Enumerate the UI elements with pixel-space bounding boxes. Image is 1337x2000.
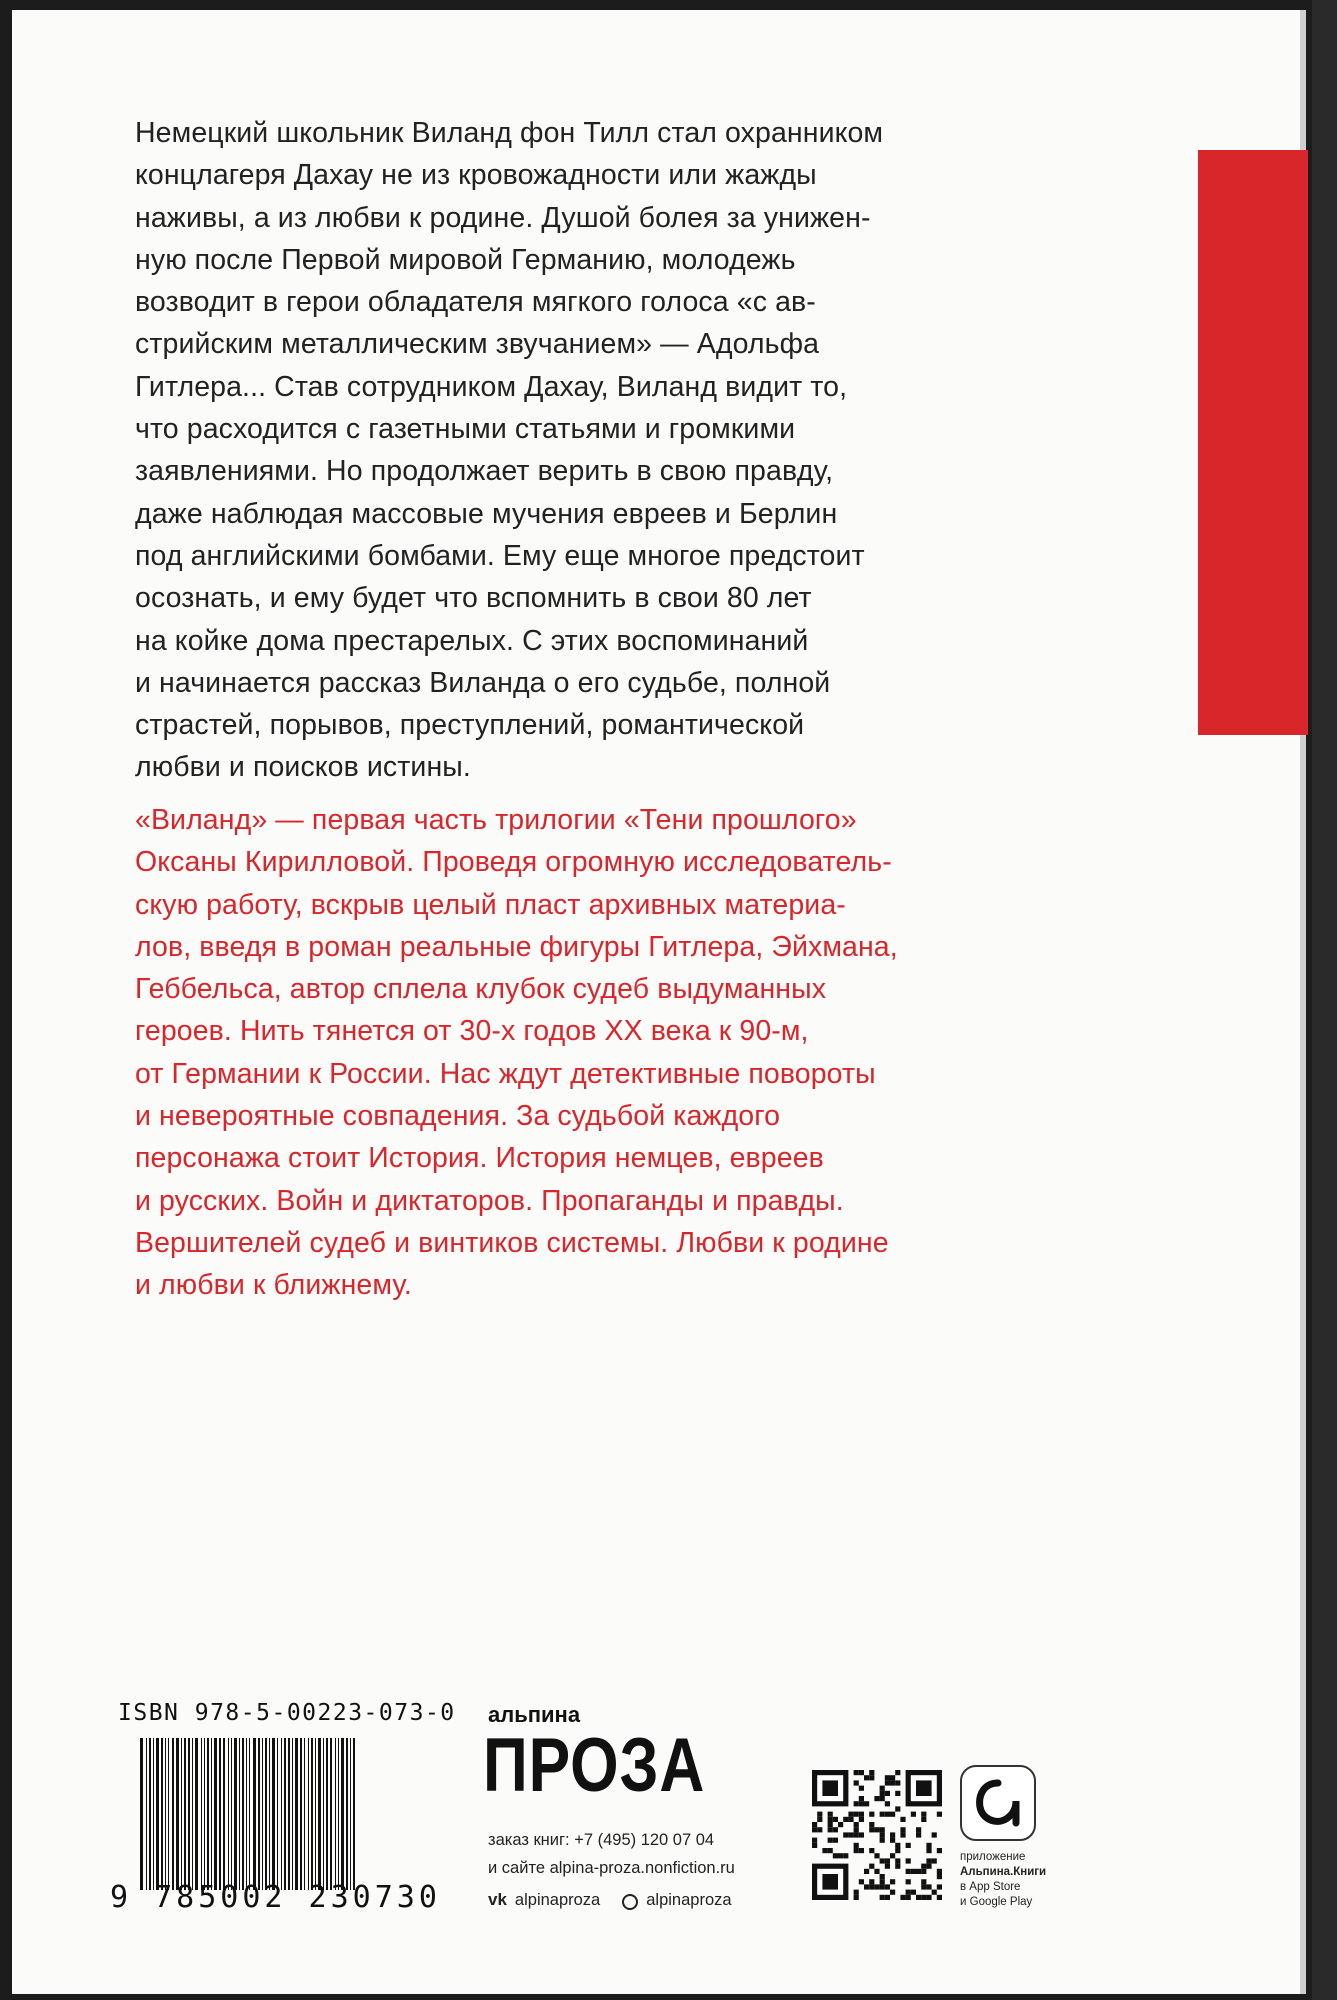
barcode-bar xyxy=(277,1738,278,1890)
app-line: в App Store xyxy=(960,1881,1021,1893)
text-line: Гитлера... Став сотрудником Дахау, Виланд видит то, xyxy=(135,370,848,403)
telegram-icon xyxy=(622,1894,638,1910)
text-line: возводит в герои обладателя мягкого голоса «с ав- xyxy=(135,286,816,319)
publisher-logo: ПРОЗА xyxy=(483,1723,706,1808)
barcode-bar xyxy=(315,1738,316,1890)
social-links xyxy=(488,1890,732,1910)
barcode-bar xyxy=(258,1738,260,1890)
text-line: Вершителей судеб и винтиков системы. Любви к родине xyxy=(135,1226,889,1259)
order-info xyxy=(488,1826,735,1882)
barcode-bar xyxy=(192,1738,193,1890)
text-line: и русских. Войн и диктаторов. Пропаганды и правды. xyxy=(135,1184,844,1217)
text-line: под английскими бомбами. Ему еще многое предстоит xyxy=(135,539,865,572)
barcode-bar xyxy=(311,1738,313,1890)
barcode-bar xyxy=(168,1738,169,1890)
barcode-bar xyxy=(292,1738,293,1890)
barcode-bar xyxy=(204,1738,205,1890)
description-black xyxy=(135,112,955,789)
barcode-bar xyxy=(300,1738,302,1890)
text-line: осознать, и ему будет что вспомнить в свои 80 лет xyxy=(135,582,812,615)
barcode-bar xyxy=(335,1738,336,1890)
barcode-bar xyxy=(214,1738,217,1890)
vk-handle: alpinaproza xyxy=(514,1890,601,1909)
barcode-bar xyxy=(281,1738,282,1890)
text-line: даже наблюдая массовые мучения евреев и Берлин xyxy=(135,497,838,530)
barcode-bar xyxy=(341,1738,344,1890)
barcode-bar xyxy=(234,1738,237,1890)
text-line: скую работу, вскрыв целый пласт архивных материа- xyxy=(135,888,846,921)
barcode-bar xyxy=(269,1738,270,1890)
barcode-bar xyxy=(346,1738,348,1890)
text-line: Оксаны Кирилловой. Проведя огромную исследователь- xyxy=(135,846,892,879)
book-edge xyxy=(1312,0,1337,2000)
publisher-name-small: альпина xyxy=(488,1702,581,1727)
text-line: Геббельса, автор сплела клубок судеб выдуманных xyxy=(135,973,827,1006)
barcode-bar xyxy=(272,1738,275,1890)
barcode-bar xyxy=(330,1738,332,1890)
barcode xyxy=(140,1738,445,1890)
text-line: персонажа стоит История. История немцев, евреев xyxy=(135,1142,824,1175)
barcode-bar xyxy=(228,1738,229,1890)
barcode-bar xyxy=(323,1738,324,1890)
barcode-bar xyxy=(353,1738,355,1890)
barcode-bar xyxy=(156,1738,159,1890)
text-line: Немецкий школьник Виланд фон Тилл стал охранником xyxy=(135,117,884,149)
vk-icon: vk xyxy=(488,1890,507,1909)
barcode-bar xyxy=(338,1738,339,1890)
text-line: лов, введя в роман реальные фигуры Гитлера, Эйхмана, xyxy=(135,930,898,963)
text-line: стрийским металлическим звучанием» — Адольфа xyxy=(135,328,820,361)
text-line: заявлениями. Но продолжает верить в свою правду, xyxy=(135,455,834,488)
text-line: наживы, а из любви к родине. Душой болея за унижен- xyxy=(135,201,871,234)
text-line: ную после Первой мировой Германию, молодежь xyxy=(135,243,796,276)
app-name: Альпина.Книги xyxy=(960,1866,1047,1878)
app-line: приложение xyxy=(960,1851,1026,1863)
barcode-bar xyxy=(262,1738,263,1890)
barcode-bar xyxy=(165,1738,166,1890)
barcode-bar xyxy=(318,1738,321,1890)
order-site: и сайте alpina-proza.nonfiction.ru xyxy=(488,1859,735,1877)
text-line: на койке дома престарелых. С этих воспоминаний xyxy=(135,624,809,657)
barcode-bar xyxy=(242,1738,244,1890)
barcode-bar xyxy=(265,1738,267,1890)
barcode-bar xyxy=(146,1738,147,1890)
barcode-bar xyxy=(284,1738,286,1890)
text-line: «Виланд» — первая часть трилогии «Тени прошлого» xyxy=(135,804,857,836)
barcode-bar xyxy=(207,1738,209,1890)
barcode-number: 9 785002 230730 xyxy=(110,1880,441,1915)
barcode-bar xyxy=(219,1738,221,1890)
barcode-bar xyxy=(176,1738,179,1890)
app-logo-icon xyxy=(960,1765,1036,1841)
text-line: героев. Нить тянется от 30-х годов XX века к 90-м, xyxy=(135,1015,809,1048)
text-line: страстей, порывов, преступлений, романтической xyxy=(135,709,805,742)
barcode-bar xyxy=(172,1738,174,1890)
text-line: и любви к ближнему. xyxy=(135,1269,412,1302)
barcode-bar xyxy=(295,1738,298,1890)
qr-code xyxy=(812,1770,942,1900)
barcode-bar xyxy=(231,1738,232,1890)
barcode-bar xyxy=(350,1738,351,1890)
order-phone: заказ книг: +7 (495) 120 07 04 xyxy=(488,1831,715,1849)
barcode-bar xyxy=(181,1738,182,1890)
barcode-bar xyxy=(239,1738,240,1890)
barcode-bar xyxy=(308,1738,309,1890)
barcode-bar xyxy=(288,1738,290,1890)
barcode-bar xyxy=(195,1738,198,1890)
barcode-bar xyxy=(161,1738,163,1890)
text-line: от Германии к России. Нас ждут детективные повороты xyxy=(135,1057,876,1090)
barcode-bar xyxy=(184,1738,186,1890)
text-line: любви и поисков истины. xyxy=(135,751,471,784)
telegram-handle: alpinaproza xyxy=(646,1890,732,1909)
barcode-bar xyxy=(201,1738,202,1890)
red-accent-bar xyxy=(1198,150,1308,735)
text-line: и начинается рассказ Виланда о его судьбе, полной xyxy=(135,666,831,699)
barcode-bar xyxy=(188,1738,190,1890)
text-line: что расходится с газетными статьями и громкими xyxy=(135,413,796,446)
barcode-bar xyxy=(246,1738,247,1890)
text-line: концлагеря Дахау не из кровожадности или жажды xyxy=(135,159,817,192)
barcode-bar xyxy=(153,1738,154,1890)
barcode-bar xyxy=(253,1738,256,1890)
app-line: и Google Play xyxy=(960,1896,1033,1908)
text-line: и невероятные совпадения. За судьбой каждого xyxy=(135,1100,781,1133)
barcode-bar xyxy=(149,1738,151,1890)
barcode-bar xyxy=(140,1738,143,1890)
barcode-bar xyxy=(304,1738,305,1890)
barcode-bar xyxy=(326,1738,328,1890)
isbn-label: ISBN 978-5-00223-073-0 xyxy=(118,1700,456,1726)
barcode-bar xyxy=(223,1738,225,1890)
description-red xyxy=(135,799,955,1307)
barcode-bar xyxy=(211,1738,212,1890)
app-info xyxy=(960,1850,1046,1910)
barcode-bar xyxy=(249,1738,250,1890)
